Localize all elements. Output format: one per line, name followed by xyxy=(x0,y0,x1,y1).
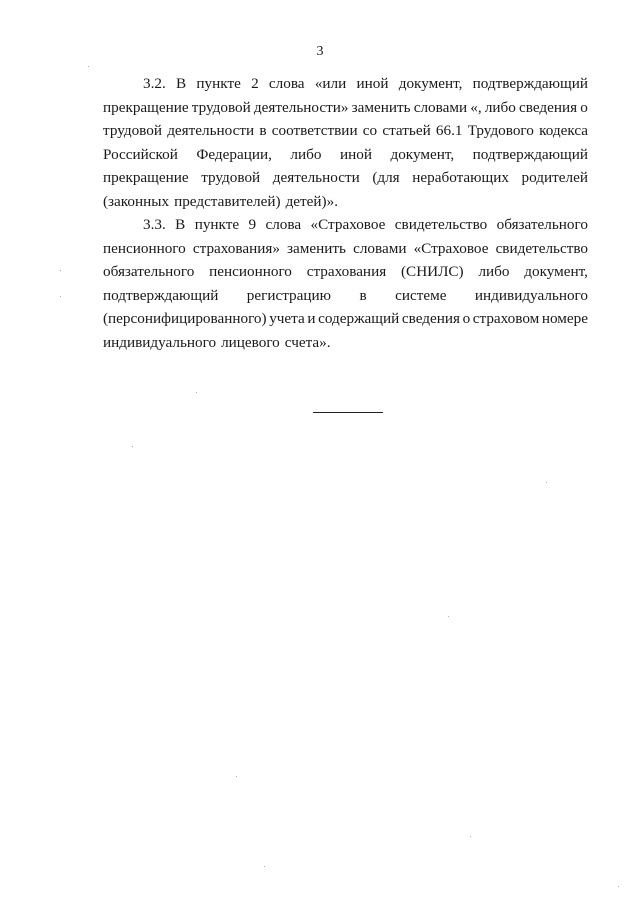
word: В xyxy=(176,75,187,92)
word: 3.2. xyxy=(143,75,166,92)
word: неработающих xyxy=(412,169,509,186)
word: В xyxy=(175,216,186,233)
word: страхования» xyxy=(192,239,280,257)
word: деятельности» xyxy=(253,98,349,116)
word: заменить xyxy=(287,239,346,257)
text-line xyxy=(103,309,588,329)
scan-speck xyxy=(618,886,619,887)
word: статьей xyxy=(382,122,431,139)
word: документ, xyxy=(524,263,588,280)
word: подтверждающий xyxy=(472,145,588,163)
word: пункте xyxy=(194,216,240,233)
word: лицевого xyxy=(221,333,280,351)
word: слова xyxy=(265,216,302,233)
word: учета xyxy=(269,310,305,327)
word: 2 xyxy=(251,75,259,92)
word: регистрацию xyxy=(246,286,331,304)
word: свидетельство xyxy=(495,239,588,257)
word: соответствии xyxy=(271,122,358,139)
word: Трудового xyxy=(467,122,534,139)
word: и xyxy=(307,310,316,327)
scan-speck xyxy=(132,446,133,447)
word: Российской xyxy=(103,145,178,163)
scan-speck xyxy=(546,482,547,483)
word: страховом xyxy=(472,310,540,327)
text-line xyxy=(103,98,588,118)
word: словами xyxy=(413,98,468,116)
word: (для xyxy=(372,169,400,186)
text-line xyxy=(103,168,588,188)
word: кодекса xyxy=(539,122,588,139)
word: прекращение xyxy=(103,169,189,186)
word: документ, xyxy=(390,145,455,163)
word: номере xyxy=(541,310,588,327)
word: подтверждающий xyxy=(472,75,588,92)
word: либо xyxy=(290,145,322,163)
word: слова xyxy=(268,75,305,92)
text-line xyxy=(103,121,588,141)
word: индивидуального xyxy=(103,333,217,351)
word: страхования xyxy=(306,263,387,280)
word: 9 xyxy=(248,216,257,233)
word: документ, xyxy=(398,75,463,92)
word: в xyxy=(259,122,267,139)
word: словами xyxy=(353,239,407,257)
word: 3.3. xyxy=(143,216,166,233)
word: (СНИЛС) xyxy=(401,263,464,280)
word: сведения xyxy=(401,310,460,327)
word: деятельности xyxy=(167,122,255,139)
text-line xyxy=(103,239,588,259)
word: иной xyxy=(339,145,372,163)
word: пункте xyxy=(196,75,241,92)
word: трудовой xyxy=(103,122,162,139)
word: подтверждающий xyxy=(103,286,219,304)
word: Федерации, xyxy=(196,145,272,163)
word: деятельности xyxy=(272,169,360,186)
word: либо xyxy=(478,263,510,280)
scan-speck xyxy=(448,616,449,617)
text-line xyxy=(103,286,588,306)
scan-speck xyxy=(88,66,89,67)
scan-speck xyxy=(470,836,471,837)
scan-speck xyxy=(60,296,61,297)
word: сведения xyxy=(519,98,578,116)
word: обязательного xyxy=(103,263,195,280)
word: пенсионного xyxy=(103,239,186,257)
scan-speck xyxy=(236,776,237,777)
text-line xyxy=(103,192,588,212)
word: заменить xyxy=(351,98,411,116)
word: (персонифицированного) xyxy=(103,310,267,327)
scan-speck xyxy=(60,270,61,271)
word: иной xyxy=(356,75,389,92)
scan-speck xyxy=(196,392,197,393)
word: родителей xyxy=(521,169,588,186)
word: индивидуального xyxy=(474,286,588,304)
page-number: 3 xyxy=(316,44,324,59)
word: свидетельство xyxy=(394,216,488,233)
word: «или xyxy=(314,75,347,92)
word: счета». xyxy=(284,333,331,351)
end-divider-line xyxy=(313,412,383,413)
word: системе xyxy=(395,286,447,304)
word: содержащий xyxy=(318,310,400,327)
text-line xyxy=(103,262,588,282)
word: представителей) xyxy=(174,192,281,210)
text-line xyxy=(143,215,588,235)
word: обязательного xyxy=(496,216,588,233)
word: (законных xyxy=(103,192,170,210)
word: «Страховое xyxy=(413,239,489,257)
word: в xyxy=(359,286,367,304)
text-line xyxy=(103,145,588,165)
word: «, xyxy=(470,98,482,116)
word: трудовой xyxy=(191,98,251,116)
word: «Страховое xyxy=(310,216,386,233)
word: прекращение xyxy=(103,98,189,116)
scan-speck xyxy=(264,866,265,867)
word: о xyxy=(580,98,588,116)
word: пенсионного xyxy=(209,263,292,280)
text-line xyxy=(143,74,588,94)
word: либо xyxy=(484,98,516,116)
word: о xyxy=(462,310,471,327)
word: 66.1 xyxy=(435,122,463,139)
word: детей)». xyxy=(285,192,339,210)
text-line xyxy=(103,333,588,353)
word: трудовой xyxy=(201,169,261,186)
word: со xyxy=(362,122,378,139)
